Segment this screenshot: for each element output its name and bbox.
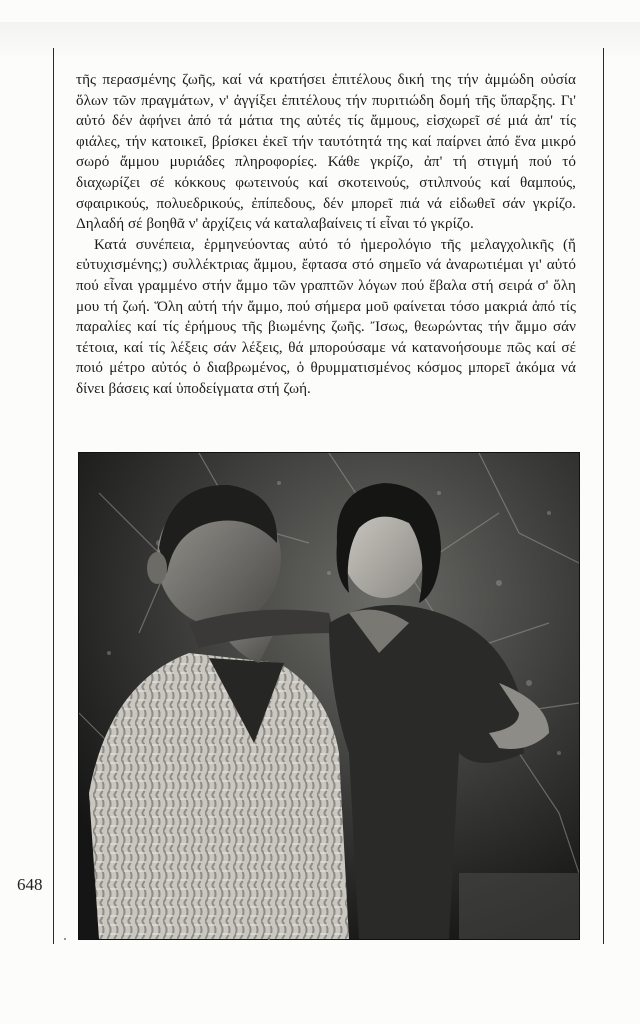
scan-shadow (0, 22, 640, 60)
photograph (78, 452, 580, 940)
body-text (76, 70, 576, 400)
paragraph-2: Κατά συνέπεια, ἑρμηνεύοντας αὐτό τό ἡμερολόγιο τῆς μελαγχολικῆς (ἤ εὐτυχισμένης;) συλλέκτριας ἄμμου, ἔφτασα στό σημεῖο νά ἀναρωτιέμαι γι' αὐτό πού εἶναι γραμμένο στήν ἄμμο τῶν γραπτῶν λόγων πού ἔβαλα στή σειρά σ' ὅλη μου τή ζωή. Ὅλη αὐτή τήν ἄμμο, πού σήμερα μοῦ φαίνεται τόσο μακριά ἀπό τίς παραλίες καί τίς ἐρήμους τῆς βιωμένης ζωῆς. Ἴσως, θεωρώντας τήν ἄμμο σάν τέτοια, καί τίς λέξεις σάν λέξεις, θά μπορούσαμε νά κατανοήσουμε πῶς καί σέ ποιό μέτρο αὐτός ὁ διαβρωμένος, ὁ θρυμματισμένος κόσμος μπορεῖ ἀκόμα νά δίνει βάσεις καί ὑποδείγματα στή ζωή. (76, 236, 576, 397)
foreground-shadow (459, 873, 579, 939)
scan-speck (268, 938, 270, 940)
page-number: 648 (17, 875, 43, 894)
scan-speck (64, 938, 66, 940)
man-ear (147, 552, 167, 584)
right-margin-rule (603, 48, 604, 944)
left-margin-rule (53, 48, 54, 944)
photo-illustration (79, 453, 579, 939)
paragraph-1: τῆς περασμένης ζωῆς, καί νά κρατήσει ἐπιτέλους δική της τήν ἀμμώδη οὐσία ὅλων τῶν πραγμάτων, ν' ἀγγίξει ἐπιτέλους τήν πυριτιώδη δομή τῆς ὕπαρξης. Γι' αὐτό δέν ἀφήνει ἀπό τά μάτια της αὐτές τίς ἄμμους, εἰσχωρεῖ σέ μιά ἀπ' τίς φιάλες, τήν κατοικεῖ, βρίσκει ἐκεῖ τήν ταυτότητά της καί παίρνει ἀπό ἕνα μικρό σωρό ἄμμου μυριάδες πληροφορίες. Κάθε γκρίζο, ἀπ' τή στιγμή πού τό διαχωρίζει σέ κόκκους φωτεινούς καί σκοτεινούς, στιλπνούς καί θαμπούς, σφαιρικούς, πολυεδρικούς, ἐπίπεδους, δέν μπορεῖ πιά νά εἰδωθεῖ σάν γκρίζο. Δηλαδή σέ βοηθᾶ ν' ἀρχίζεις νά καταλαβαίνεις τί εἶναι τό γκρίζο. (76, 72, 576, 233)
